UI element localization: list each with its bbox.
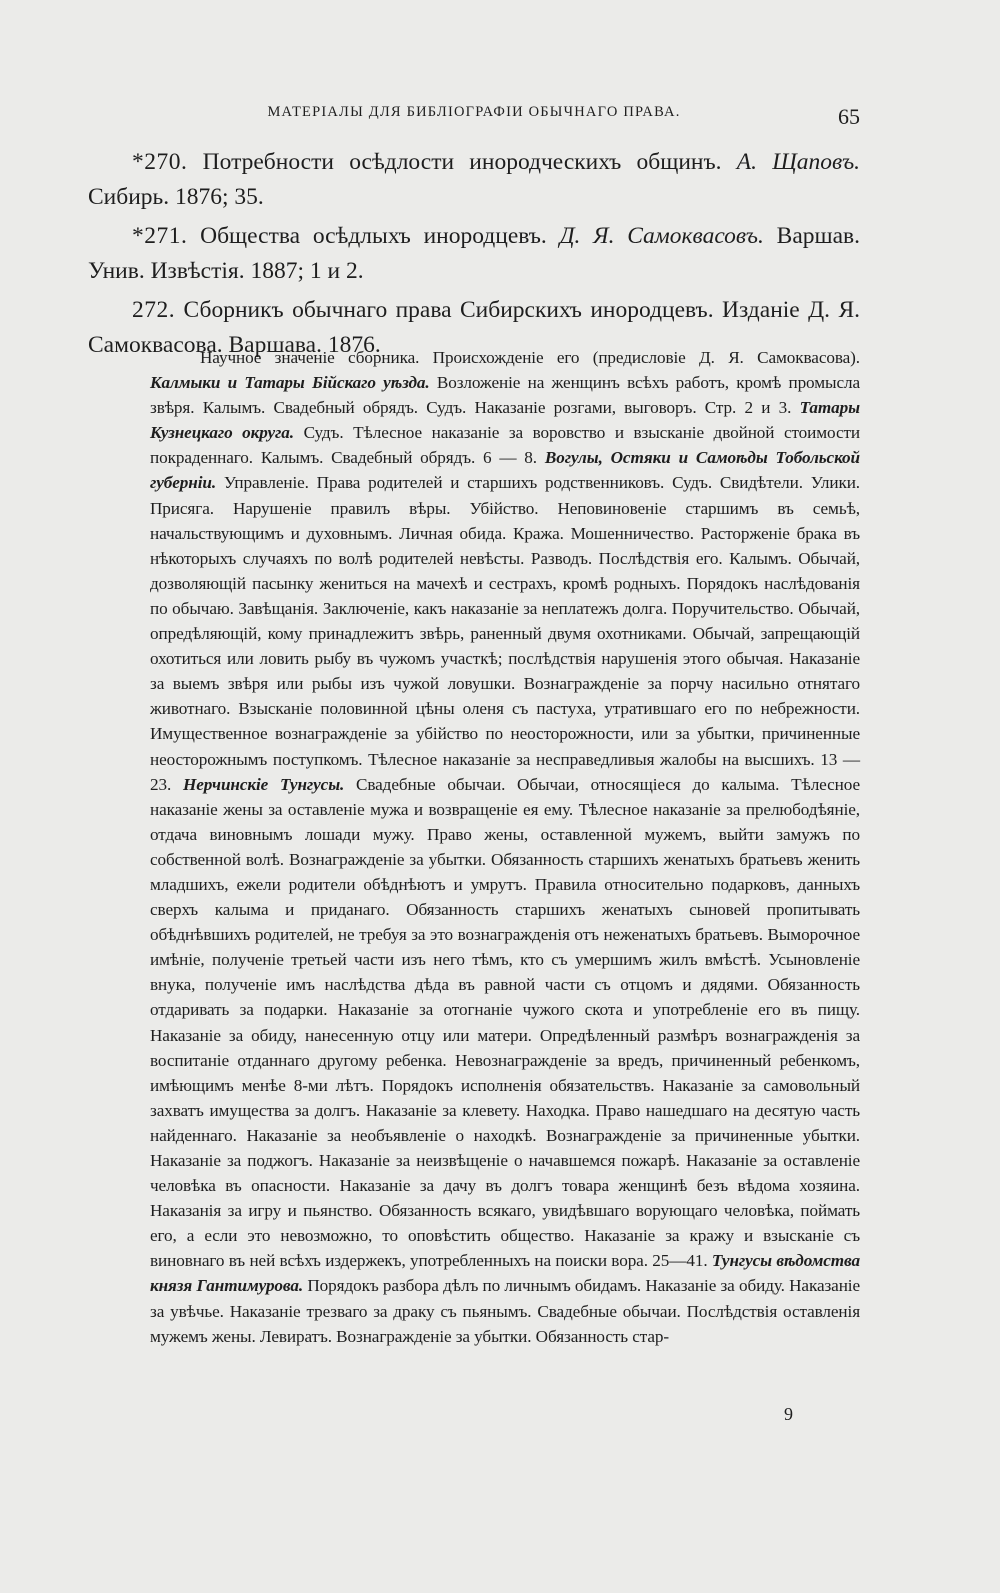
entry-title: Общества осѣдлыхъ инородцевъ. [200, 223, 547, 249]
entry-271 [88, 219, 860, 289]
entry-source: Варшав. Унив. Извѣстія. 1887; 1 и 2. [88, 223, 860, 284]
entry-number: *271. [132, 223, 188, 249]
annotation-heading: Татары Кузнецкаго округа. [150, 398, 860, 443]
annotation-heading: Калмыки и Татары Бійскаго уѣзда. [150, 373, 430, 393]
entry-number: *270. [132, 149, 188, 175]
entry-author: А. Щаповъ. [736, 149, 861, 175]
annotation-text: Порядокъ разбора дѣлъ по личнымъ обидамъ. Наказаніе за обиду. Наказаніе за увѣчье. Наказаніе трезваго за драку съ пьянымъ. Свадебные обычаи. Послѣдствія оставленія мужемъ жены. Левиратъ. Вознагражденіе за убытки. Обязанность стар- [150, 1276, 861, 1346]
entry-272-annotation [150, 345, 860, 1349]
entry-source: Сибирь. 1876; 35. [88, 184, 264, 210]
annotation-text: Возложеніе на женщинъ всѣхъ работъ, кромѣ промысла звѣря. Калымъ. Свадебный обрядъ. Судъ. Наказаніе розгами, выговоръ. Стр. 2 и 3. [150, 373, 860, 418]
annotation-heading: Нерчинскіе Тунгусы. [182, 774, 345, 794]
signature-mark: 9 [784, 1404, 793, 1424]
annotation-text: Научное значеніе сборника. Происхожденіе его (предисловіе Д. Я. Самоквасова). [200, 348, 860, 367]
running-head: МАТЕРІАЛЫ ДЛЯ БИБЛІОГРАФІИ ОБЫЧНАГО ПРАВА. [267, 104, 681, 120]
bibliography-entries [88, 145, 860, 367]
entry-title: Сборникъ обычнаго права Сибирскихъ инородцевъ. Изданіе Д. Я. Самоквасова. Варшава. 1876. [88, 297, 860, 358]
annotation-text: Свадебные обычаи. Обычаи, относящіеся до калыма. Тѣлесное наказаніе жены за оставленіе мужа и возвращеніе ея ему. Тѣлесное наказаніе за прелюбодѣяніе, отдача виновнымъ лошади мужу. Право жены, оставленной мужемъ, выйти замужъ по собственной волѣ. Вознагражденіе за убытки. Обязанность старшихъ женатыхъ братьевъ женить младшихъ, ежели родители обѣднѣютъ и умрутъ. Правила относительно подарковъ, данныхъ сверхъ калыма и приданаго. Обязанность старшихъ женатыхъ сыновей пропитывать обѣднѣвшихъ родителей, не требуя за это вознагражденія отъ неженатыхъ братьевъ. Выморочное имѣніе, полученіе третьей части изъ него тѣмъ, кто съ умершимъ жилъ вмѣстѣ. Усыновленіе внука, полученіе имъ наслѣдства дѣда въ равной части съ отцомъ и дядями. Обязанность отдаривать за подарки. Наказаніе за отогнаніе чужого скота и употребленіе его въ пищу. Наказаніе за обиду, нанесенную отцу или матери. Опредѣленный размѣръ вознагражденія за воспитаніе отданнаго другому ребенка. Невознагражденіе за вредъ, причиненный ребенкомъ, имѣющимъ менѣе 8-ми лѣтъ. Порядокъ исполненія обязательствъ. Наказаніе за самовольный захватъ имущества за долгъ. Наказаніе за клевету. Находка. Право нашедшаго на десятую часть найденнаго. Наказаніе за необъявленіе о находкѣ. Вознагражденіе за причиненные убытки. Наказаніе за поджогъ. Наказаніе за неизвѣщеніе о начавшемся пожарѣ. Наказаніе за оставленіе человѣка въ опасности. Наказаніе за дачу въ долгъ товара женщинѣ безъ вѣдома хозяина. Наказанія за игру и пьянство. Обязанность всякаго, увидѣвшаго ворующаго человѣка, поймать его, а если это невозможно, то оповѣстить общество. Наказаніе за кражу и взысканіе съ виновнаго въ ней всѣхъ издержекъ, употребленныхъ на поиски вора. 25—41. [150, 774, 861, 1271]
entry-title: Потребности осѣдлости инородческихъ общинъ. [202, 149, 722, 175]
entry-number: 272. [132, 297, 176, 323]
annotation-text: Судъ. Тѣлесное наказаніе за воровство и взысканіе двойной стоимости покраденнаго. Калымъ. Свадебный обрядъ. 6 — 8. [150, 423, 860, 468]
annotation-heading: Тунгусы вѣдомства князя Гантимурова. [150, 1251, 861, 1296]
entry-270 [88, 145, 860, 215]
annotation-text: Управленіе. Права родителей и старшихъ родственниковъ. Судъ. Свидѣтели. Улики. Присяга. Нарушеніе правилъ вѣры. Убійство. Неповиновеніе старшимъ въ семьѣ, начальствующимъ и духовнымъ. Личная обида. Кража. Мошенничество. Расторженіе брака въ нѣкоторыхъ случаяхъ по волѣ родителей невѣсты. Разводъ. Послѣдствія его. Калымъ. Обычай, дозволяющій пасынку жениться на мачехѣ и сестрахъ, кромѣ родныхъ. Порядокъ наслѣдованія по обычаю. Завѣщанія. Заключеніе, какъ наказаніе за неплатежъ долга. Поручительство. Обычай, опредѣляющій, кому принадлежитъ звѣрь, раненный двумя охотниками. Обычай, запрещающій охотиться или ловить рыбу въ чужомъ участкѣ; послѣдствія нарушенія этого обычая. Наказаніе за выемъ звѣря или рыбы изъ чужой ловушки. Вознагражденіе за порчу насильно отнятаго животнаго. Взысканіе половинной цѣны оленя съ пастуха, утратившаго его по небрежности. Имущественное вознагражденіе за убійство по неосторожности, или за убытки, причиненные неосторожнымъ поступкомъ. Тѣлесное наказаніе за несправедливыя жалобы на высшихъ. 13 — 23. [150, 473, 860, 794]
page-header [88, 104, 860, 130]
page-number: 65 [838, 104, 860, 129]
entry-author: Д. Я. Самоквасовъ. [559, 223, 764, 249]
annotation-heading: Вогулы, Остяки и Самоѣды Тобольской губерніи. [150, 448, 860, 493]
